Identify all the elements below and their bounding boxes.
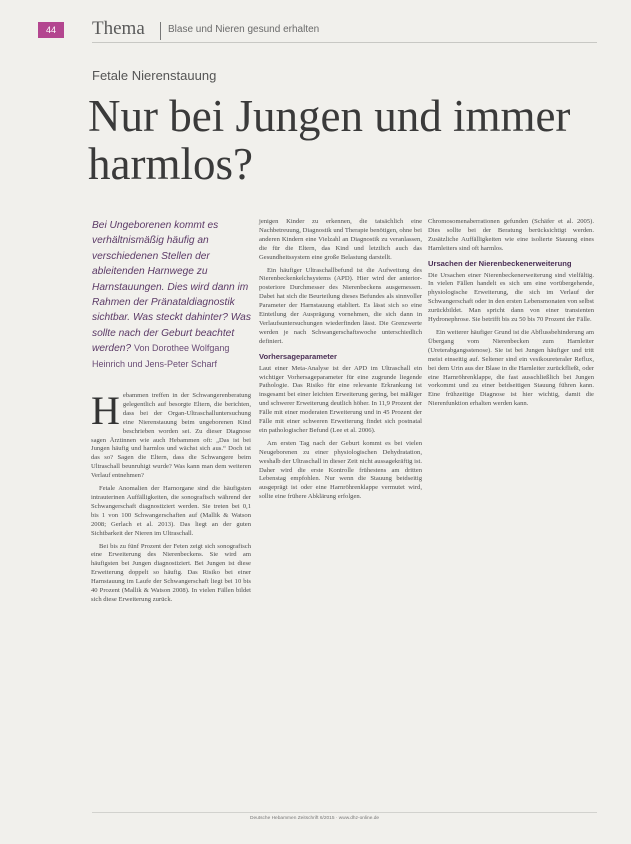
paragraph: Am ersten Tag nach der Geburt kommt es bei vielen Neugeborenen zu einer physiologischen Dehydratation, weshalb der Ultraschall in dieser Zeit nicht aussagekräftig ist. Daher wird die erste Kontrolle frühestens am dritten Lebenstag empfohlen. Nur wenn die Stauung beidseitig ausgeprägt ist oder eine Harnröhrenklappe vermutet wird, sollte eine frühere Abklärung erfolgen. bbox=[259, 439, 422, 501]
paragraph: Die Ursachen einer Nierenbeckenerweiterung sind vielfältig. In vielen Fällen handelt es sich um eine vorübergehende, physiologische Erweiterung, die sich im Verlauf der Schwangerschaft oder in den ersten Lebensmonaten von selbst zurückbildet. Man spricht dann von einer transienten Hydronephrose. Sie betrifft bis zu 50 bis 70 Prozent der Fälle. bbox=[428, 271, 594, 324]
paragraph: Bei bis zu fünf Prozent der Feten zeigt sich sonografisch eine Erweiterung des Nierenbeckens. Sie wird am häufigsten bei Jungen diagnostiziert. Bei Jungen ist diese Erweiterung doppelt so häufig. Das Risiko bei einer Harnstauung im Laufe der Schwangerschaft liegt bei 10 bis 40 Prozent (Mallik & Watson 2008). In vielen Fällen bildet sich diese Erweiterung zurück. bbox=[91, 542, 251, 603]
page-footer: Deutsche Hebammen Zeitschrift 6/2015 · www.dhz-online.de bbox=[250, 816, 380, 821]
column-1 bbox=[91, 388, 251, 609]
page-header bbox=[0, 16, 631, 42]
section-subtitle: Blase und Nieren gesund erhalten bbox=[168, 24, 320, 35]
paragraph: ebammen treffen in der Schwangerenberatung gelegentlich auf besorgte Eltern, die berichten, dass bei der Organ-Ultraschalluntersuchung eine Nierenstauung beim ungeborenen Kind beschrieben worden sei. Zu dieser Diagnose sagen Ärztinnen wie auch Hebammen oft: „Das ist bei Jungen häufig und harmlos und wächst sich aus.“ Doch ist das so? Sagen die Eltern, dass die Schwangere beim Ultraschall beunruhigt wurde? Was kann man dem weiteren Verlauf entnehmen? bbox=[91, 392, 251, 480]
paragraph: Chromosomenaberrationen gefunden (Schäfer et al. 2005). Dies sollte bei der Beratung berücksichtigt werden. Zusätzliche Auffälligkeiten wie eine isolierte Stauung eines Harnleiters sind oft harmlos. bbox=[428, 218, 594, 252]
lead-text: Bei Ungeborenen kommt es verhältnismäßig häufig an verschiedenen Stellen der ableitenden Harnwege zu Harnstauungen. Dies wird dann im Rahmen der Pränataldiagnostik sichtbar. Was steckt dahinter? Was sollte nach der Geburt beachtet werden? bbox=[92, 220, 251, 355]
article-lead bbox=[92, 218, 260, 372]
paragraph: jenigen Kinder zu erkennen, die tatsächlich eine Nachbetreuung, Diagnostik und Therapie benötigen, ohne bei anderen Kindern eine Vielzahl an Diagnostik zu veranlassen, die für die Eltern, das Kind und letztlich auch das Gesundheitssystem eine große Belastung darstellt. bbox=[259, 218, 422, 261]
paragraph: Ein weiterer häufiger Grund ist die Abflussbehinderung am Übergang vom Nierenbecken zum Harnleiter (Ureterabgangsstenose). Sie ist bei Jungen häufiger und tritt meist einseitig auf. Seltener sind ein vesikoureteraler Reflux, bei dem Urin aus der Blase in die Harnleiter zurückfließt, oder eine Harnröhrenklappe, die fast ausschließlich bei Jungen vorkommt und zu einer beidseitigen Stauung führen kann. Eine frühzeitige Diagnose ist hier wichtig, damit die Nierenfunktion erhalten werden kann. bbox=[428, 328, 594, 408]
paragraph: Laut einer Meta-Analyse ist der APD im Ultraschall ein wichtiger Vorhersageparameter für eine zugrunde liegende Pathologie. Das Risiko für eine relevante Erkrankung ist insgesamt bei einer leichten Erweiterung gering, bei mäßiger und schwerer Erweiterung deutlich höher. In 11,9 Prozent der Fälle mit einer moderaten Erweiterung und in 45 Prozent der Fälle mit einer schweren Erweiterung findet sich postnatal ein pathologischer Befund (Lee et al. 2006). bbox=[259, 364, 422, 434]
header-rule bbox=[92, 42, 597, 43]
paragraph: Fetale Anomalien der Harnorgane sind die häufigsten intrauterinen Auffälligkeiten, die sonografisch während der Schwangerschaft diagnostiziert werden. Sie treten bei 0,1 bis 1 von 100 Schwangerschaften auf (Mallik & Watson 2008; Gerlach et al. 2013). Das liegt an der guten Sichtbarkeit der Nieren im Ultraschall. bbox=[91, 485, 251, 537]
subheading: Ursachen der Nierenbeckenerweiterung bbox=[428, 258, 572, 268]
page-number: 44 bbox=[38, 22, 64, 38]
paragraph: Ein häufiger Ultraschallbefund ist die Aufweitung des Nierenbeckenkelchsystems (APD). Hier wird der anterior-posteriore Durchmesser des Nierenbeckens ausgemessen. Dabei hat sich die Beurteilung dieses Befundes als sinnvoller Parameter der Harnstauung etabliert. Es lässt sich so eine Einteilung der Ausprägung vornehmen, die sich dann in Verlaufsuntersuchungen wiederfinden lässt. Die Grenzwerte werden je nach Schwangerschaftswoche unterschiedlich definiert. bbox=[259, 266, 422, 345]
byline: Von Dorothee Wolfgang Heinrich und Jens-Peter Scharf bbox=[92, 343, 230, 369]
section-title: Thema bbox=[92, 18, 145, 39]
subheading: Vorhersageparameter bbox=[259, 351, 337, 361]
header-divider bbox=[160, 22, 161, 40]
drop-cap: H bbox=[91, 388, 120, 433]
article-kicker: Fetale Nierenstauung bbox=[92, 68, 217, 83]
footer-rule bbox=[92, 812, 597, 813]
column-3 bbox=[428, 218, 594, 413]
column-2 bbox=[259, 218, 422, 506]
article-title: Nur bei Jungen und immer harmlos? bbox=[88, 91, 571, 189]
